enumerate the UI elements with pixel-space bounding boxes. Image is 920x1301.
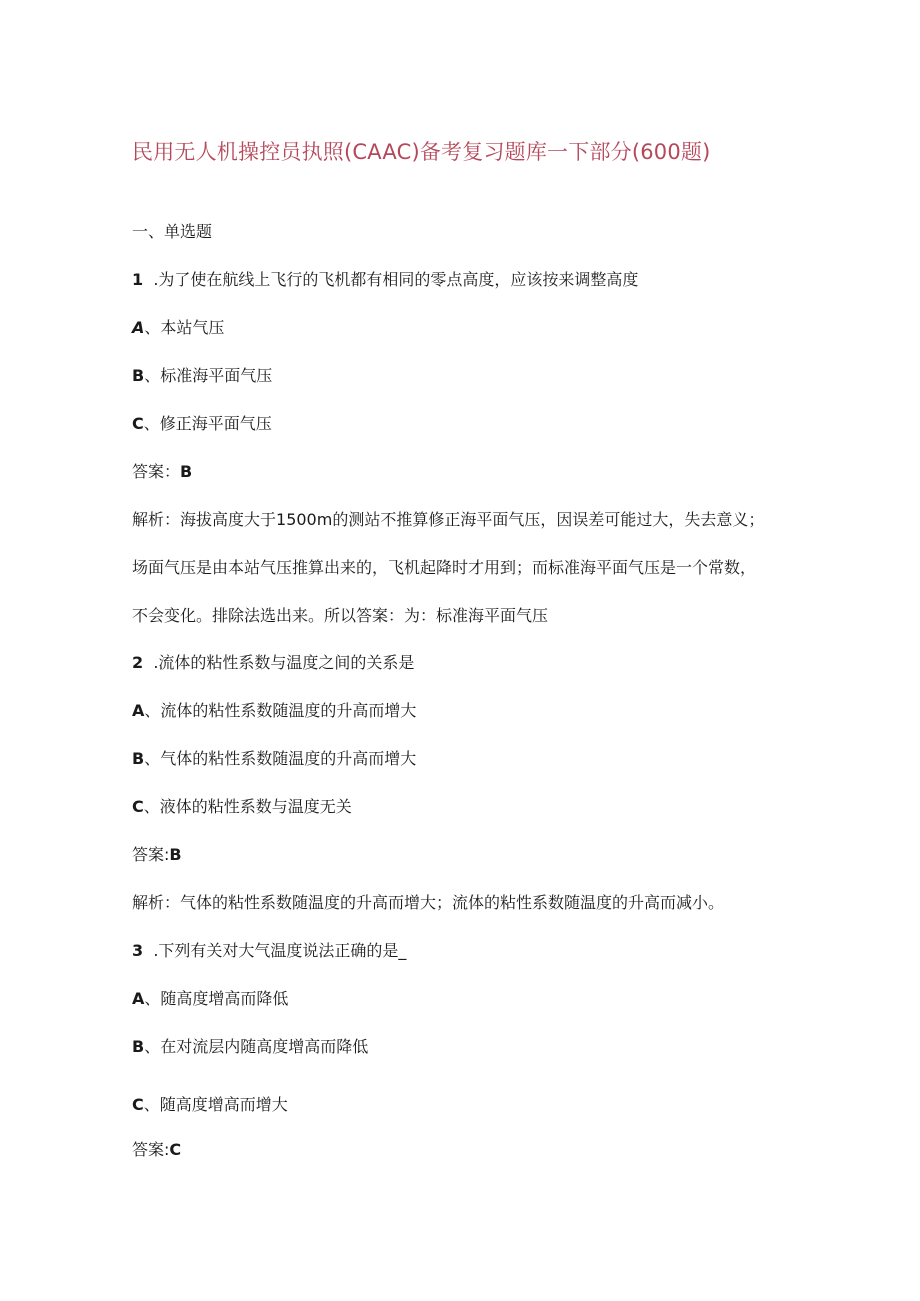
analysis-line: 解析：气体的粘性系数随温度的升高而增大；流体的粘性系数随温度的升高而减小。 (132, 893, 725, 912)
question-text: .为了使在航线上飞行的飞机都有相同的零点高度，应该按来调整高度 (153, 270, 639, 289)
option-text: 随高度增高而增大 (159, 1095, 288, 1114)
option-text: 气体的粘性系数随温度的升高而增大 (160, 749, 417, 768)
analysis-line: 场面气压是由本站气压推算出来的，飞机起降时才用到；而标准海平面气压是一个常数， (132, 558, 757, 577)
option-b: B、在对流层内随高度增高而降低 (132, 1037, 369, 1056)
answer-value: B (169, 845, 182, 864)
question-number: 2 (132, 653, 144, 672)
section-heading: 一、单选题 (132, 222, 213, 241)
option-label: A (132, 318, 145, 337)
option-label: C (132, 414, 144, 433)
option-label: B (132, 366, 145, 385)
question-number: 1 (132, 270, 144, 289)
option-label: C (132, 1095, 144, 1114)
option-text: 在对流层内随高度增高而降低 (160, 1037, 369, 1056)
option-a: A、本站气压 (132, 318, 225, 337)
option-text: 随高度增高而降低 (160, 989, 289, 1008)
answer-value: C (169, 1140, 182, 1159)
answer: 答案:B (132, 845, 182, 864)
document-title: 民用无人机操控员执照(CAAC)备考复习题库一下部分(600题) (132, 140, 711, 164)
answer-value: B (180, 462, 193, 481)
option-a: A、随高度增高而降低 (132, 989, 289, 1008)
option-label: A (132, 989, 145, 1008)
answer: 答案：B (132, 462, 193, 481)
option-label: A (132, 701, 145, 720)
option-label: C (132, 797, 144, 816)
option-c: C、修正海平面气压 (132, 414, 272, 433)
option-c: C、随高度增高而增大 (132, 1095, 288, 1114)
analysis-line: 不会变化。排除法选出来。所以答案：为：标准海平面气压 (132, 606, 549, 625)
option-label: B (132, 1037, 145, 1056)
option-text: 流体的粘性系数随温度的升高而增大 (160, 701, 417, 720)
question-1-stem (132, 269, 638, 291)
option-text: 修正海平面气压 (159, 414, 272, 433)
analysis-line: 解析：海拔高度大于1500m的测站不推算修正海平面气压，因误差可能过大，失去意义； (132, 510, 765, 529)
answer: 答案:C (132, 1140, 182, 1159)
option-text: 液体的粘性系数与温度无关 (159, 797, 352, 816)
question-2-stem (132, 652, 414, 674)
question-number: 3 (132, 941, 144, 960)
option-text: 标准海平面气压 (160, 366, 273, 385)
option-label: B (132, 749, 145, 768)
question-text: .下列有关对大气温度说法正确的是_ (153, 941, 407, 960)
question-3-stem (132, 940, 406, 962)
option-b: B、标准海平面气压 (132, 366, 273, 385)
option-c: C、液体的粘性系数与温度无关 (132, 797, 352, 816)
question-text: .流体的粘性系数与温度之间的关系是 (153, 653, 415, 672)
option-a: A、流体的粘性系数随温度的升高而增大 (132, 701, 417, 720)
option-b: B、气体的粘性系数随温度的升高而增大 (132, 749, 417, 768)
option-text: 本站气压 (160, 318, 225, 337)
